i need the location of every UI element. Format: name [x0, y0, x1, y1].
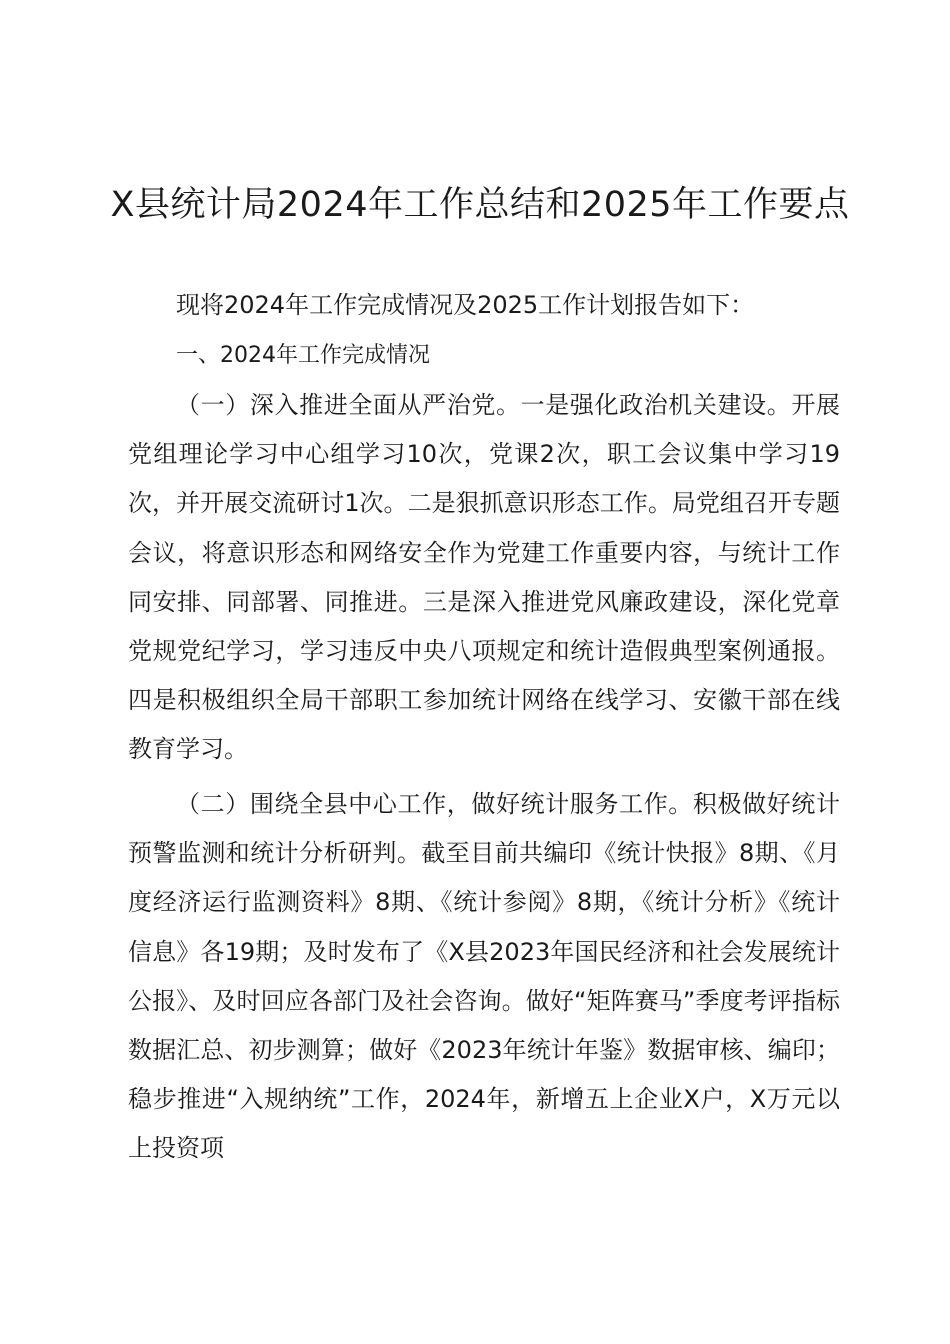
- intro-paragraph: 现将2024年工作完成情况及2025工作计划报告如下：: [176, 291, 755, 319]
- section-heading-1: 一、2024年工作完成情况: [176, 343, 430, 368]
- section-paragraph-2: （二）围绕全县中心工作，做好统计服务工作。积极做好统计预警监测和统计分析研判。截至目前共编印《统计快报》8期、《月度经济运行监测资料》8期、《统计参阅》8期，《统计分析》《统计信息》各19期；及时发布了《X县2023年国民经济和社会发展统计公报》、及时回应各部门及社会咨询。做好“矩阵赛马”季度考评指标数据汇总、初步测算；做好《2023年统计年鉴》数据审核、编印；稳步推进“入规纳统”工作，2024年，新增五上企业X户，X万元以上投资项: [128, 790, 840, 1163]
- document-title: X县统计局2024年工作总结和2025年工作要点: [110, 185, 850, 225]
- section-paragraph-1: （一）深入推进全面从严治党。一是强化政治机关建设。开展党组理论学习中心组学习10次，党课2次，职工会议集中学习19次，并开展交流研讨1次。二是狠抓意识形态工作。局党组召开专题会议，将意识形态和网络安全作为党建工作重要内容，与统计工作同安排、同部署、同推进。三是深入推进党风廉政建设，深化党章党规党纪学习，学习违反中央八项规定和统计造假典型案例通报。四是积极组织全局干部职工参加统计网络在线学习、安徽干部在线教育学习。: [128, 391, 840, 764]
